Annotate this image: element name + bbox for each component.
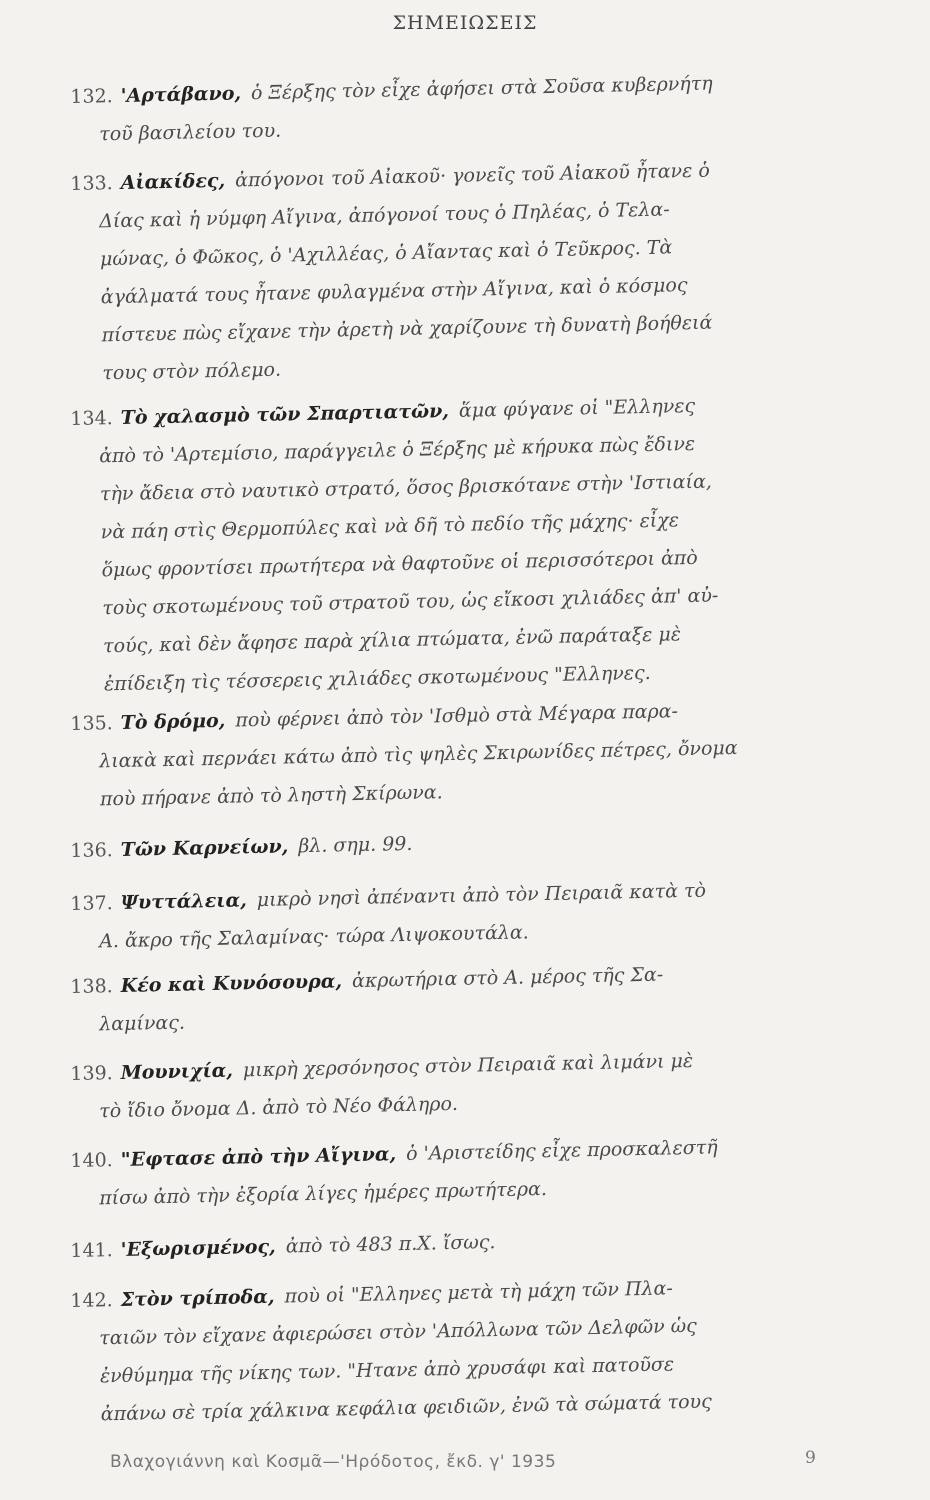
note-line: Δίας καὶ ἡ νύμφη Αἴγινα, ἀπόγονοί τους ὁ Πηλέας, ὁ Τελα- <box>98 198 670 233</box>
signature-line: Βλαχογιάννη καὶ Κοσμᾶ—'Ηρόδοτος, ἔκδ. γ' 1935 <box>110 1452 557 1472</box>
note-line: ἀκρωτήρια στὸ Α. μέρος τῆς Σα- <box>351 963 664 993</box>
note-line: ἀγάλματά τους ἦτανε φυλαγμένα στὴν Αἴγινα, καὶ ὁ κόσμος <box>100 274 688 309</box>
note-line: νὰ πάη στὶς Θερμοπύλες καὶ νὰ δῆ τὸ πεδίο τῆς μάχης· εἶχε <box>100 509 680 544</box>
note-line: ἀπὸ τὸ 'Αρτεμίσιο, παράγγειλε ὁ Ξέρξης μὲ κήρυκα πὼς ἔδινε <box>98 432 696 468</box>
note-number: 141. <box>70 1239 113 1262</box>
note-138 <box>70 952 841 1044</box>
note-line: ταιῶν τὸν εἴχανε ἀφιερώσει στὸν 'Απόλλωνα τῶν Δελφῶν ὡς <box>98 1314 698 1350</box>
note-term: 'Αρτάβανο, <box>120 82 242 107</box>
note-line: ποὺ πήρανε ἀπὸ τὸ ληστὴ Σκίρωνα. <box>99 781 443 811</box>
note-line: λαμίνας. <box>98 1011 186 1036</box>
note-132 <box>70 62 841 154</box>
note-number: 132. <box>70 85 113 108</box>
note-term: Μουνιχία, <box>120 1059 234 1084</box>
note-line: τούς, καὶ δὲν ἄφησε παρὰ χίλια πτώματα, ἐνῶ παράταξε μὲ <box>102 623 682 658</box>
note-line: ὅμως φροντίσει πρωτήτερα νὰ θαφτοῦνε οἱ περισσότεροι ἀπὸ <box>101 546 698 582</box>
note-line: ἐνθύμημα τῆς νίκης των. "Ητανε ἀπὸ χρυσάφι καὶ πατοῦσε <box>99 1353 675 1388</box>
note-141 <box>70 1216 841 1270</box>
note-line: τους στὸν πόλεμο. <box>102 358 282 385</box>
note-term: Ψυττάλεια, <box>120 889 247 914</box>
note-line: μώνας, ὁ Φῶκος, ὁ 'Αχιλλέας, ὁ Αἴαντας καὶ ὁ Τεῦκρος. Τὰ <box>99 236 673 271</box>
note-line: ἀπάνω σὲ τρία χάλκινα κεφάλια φειδιῶν, ἐνῶ τὰ σώματά τους <box>100 1390 712 1426</box>
note-line: ἀπόγονοι τοῦ Αἰακοῦ· γονεῖς τοῦ Αἰακοῦ ἦτανε ὁ <box>234 159 711 192</box>
note-line: τὸ ἴδιο ὄνομα Δ. ἀπὸ τὸ Νέο Φάληρο. <box>98 1092 459 1123</box>
note-line: ἐπίδειξη τὶς τέσσερεις χιλιάδες σκοτωμένους "Ελληνες. <box>103 661 651 696</box>
note-line: ποὺ φέρνει ἀπὸ τὸν 'Ισθμὸ στὰ Μέγαρα παρα- <box>235 700 679 732</box>
note-line: λιακὰ καὶ περνάει κάτω ἀπὸ τὶς ψηλὲς Σκιρωνίδες πέτρες, ὄνομα <box>98 737 738 773</box>
note-number: 137. <box>70 892 113 915</box>
note-137 <box>70 869 841 961</box>
note-line: μικρὸ νησὶ ἀπέναντι ἀπὸ τὸν Πειραιᾶ κατὰ τὸ <box>256 879 707 912</box>
note-140 <box>70 1126 841 1218</box>
note-number: 142. <box>70 1289 113 1312</box>
note-term: "Εφτασε ἀπὸ τὴν Αἴγινα, <box>120 1143 397 1171</box>
note-line: τοῦ βασιλείου του. <box>98 119 282 146</box>
note-number: 135. <box>70 712 113 735</box>
note-133 <box>70 149 845 393</box>
note-139 <box>70 1039 841 1131</box>
note-line: βλ. σημ. 99. <box>298 832 413 858</box>
note-134 <box>70 384 846 704</box>
note-line: μικρὴ χερσόνησος στὸν Πειραιᾶ καὶ λιμάνι μὲ <box>242 1049 694 1082</box>
note-line: ἅμα φύγανε οἱ "Ελληνες <box>458 394 696 422</box>
note-term: Τῶν Καρνείων, <box>120 835 289 861</box>
note-term: Αἰακίδες, <box>120 169 226 194</box>
running-title: ΣΗΜΕΙΩΣΕΙΣ <box>392 12 538 34</box>
note-number: 136. <box>70 839 113 862</box>
note-term: Κέο καὶ Κυνόσουρα, <box>120 970 343 997</box>
note-term: Στὸν τρίποδα, <box>120 1285 275 1311</box>
note-line: ὁ 'Αριστείδης εἶχε προσκαλεστῆ <box>405 1136 718 1165</box>
note-term: Τὸ χαλασμὸ τῶν Σπαρτιατῶν, <box>120 400 450 429</box>
note-142 <box>70 1266 843 1434</box>
note-term: 'Εξωρισμένος, <box>120 1235 276 1261</box>
note-number: 139. <box>70 1062 113 1085</box>
note-line: Α. ἄκρο τῆς Σαλαμίνας· τώρα Λιψοκουτάλα. <box>98 921 529 953</box>
note-line: πίσω ἀπὸ τὴν ἐξορία λίγες ἡμέρες πρωτήτερα. <box>98 1178 548 1210</box>
note-line: τοὺς σκοτωμένους τοῦ στρατοῦ του, ὡς εἴκοσι χιλιάδες ἀπ' αὐ- <box>102 584 719 620</box>
note-135 <box>70 689 842 819</box>
note-line: ποὺ οἱ "Ελληνες μετὰ τὴ μάχη τῶν Πλα- <box>284 1277 674 1308</box>
note-line: ἀπὸ τὸ 483 π.Χ. ἴσως. <box>285 1231 496 1258</box>
page-number: 9 <box>805 1448 816 1468</box>
note-number: 133. <box>70 172 113 195</box>
note-line: ὁ Ξέρξης τὸν εἶχε ἀφήσει στὰ Σοῦσα κυβερνήτη <box>250 72 713 105</box>
note-line: πίστευε πὼς εἴχανε τὴν ἀρετὴ νὰ χαρίζουνε τὴ δυνατὴ βοήθειά <box>101 311 713 347</box>
note-number: 140. <box>70 1149 113 1172</box>
note-number: 134. <box>70 407 113 430</box>
note-term: Τὸ δρόμο, <box>120 709 226 734</box>
note-line: τὴν ἄδεια στὸ ναυτικὸ στρατό, ὅσος βρισκότανε στὴν 'Ιστιαία, <box>99 470 713 506</box>
note-136 <box>70 816 841 870</box>
note-number: 138. <box>70 975 113 998</box>
